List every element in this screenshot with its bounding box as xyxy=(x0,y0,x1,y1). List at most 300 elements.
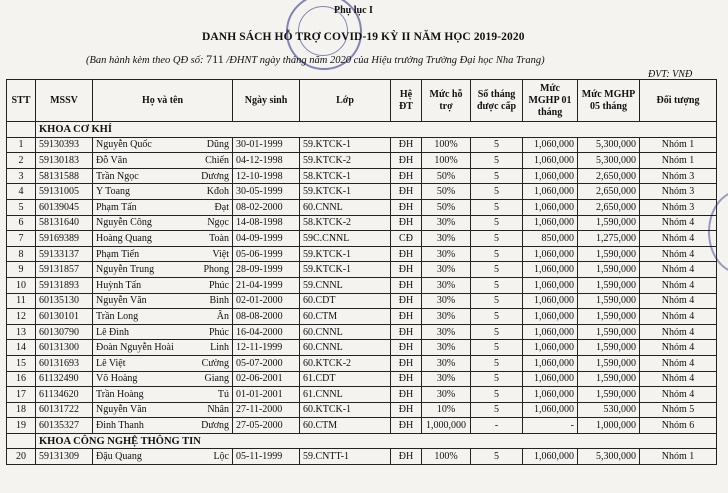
support-rate-cell: 10% xyxy=(422,402,471,418)
support-rate-cell: 30% xyxy=(422,387,471,403)
student-id-cell: 61132490 xyxy=(36,371,93,387)
class-cell: 59.KTCK-1 xyxy=(300,246,391,262)
last-name: Phạm Tiến xyxy=(96,248,140,260)
monthly-fee-cell: 1,060,000 xyxy=(523,387,578,403)
support-rate-cell: 100% xyxy=(422,153,471,169)
months-cell: 5 xyxy=(471,246,523,262)
birth-date-cell: 05-07-2000 xyxy=(233,355,300,371)
student-id-cell: 59131893 xyxy=(36,277,93,293)
five-month-fee-cell: 1,000,000 xyxy=(578,418,640,434)
table-row xyxy=(7,340,717,356)
first-name: Phong xyxy=(203,264,229,276)
first-name: Giang xyxy=(204,373,229,385)
support-rate-cell: 1,000,000 xyxy=(422,418,471,434)
training-system-cell: ĐH xyxy=(391,309,422,325)
table-row xyxy=(7,231,717,247)
training-system-cell: ĐH xyxy=(391,293,422,309)
table-row xyxy=(7,168,717,184)
support-rate-cell: 100% xyxy=(422,449,471,465)
training-system-cell: ĐH xyxy=(391,153,422,169)
monthly-fee-cell: 1,060,000 xyxy=(523,340,578,356)
student-id-cell: 59130183 xyxy=(36,153,93,169)
stt-cell: 19 xyxy=(7,418,36,434)
class-cell: 59.KTCK-1 xyxy=(300,262,391,278)
first-name: Dương xyxy=(201,420,229,432)
student-id-cell: 60131722 xyxy=(36,402,93,418)
first-name: Lộc xyxy=(213,451,229,463)
monthly-fee-cell: 1,060,000 xyxy=(523,293,578,309)
first-name: Linh xyxy=(210,342,229,354)
training-system-cell: ĐH xyxy=(391,324,422,340)
birth-date-cell: 14-08-1998 xyxy=(233,215,300,231)
training-system-cell: ĐH xyxy=(391,418,422,434)
column-header: Mức MGHP 05 tháng xyxy=(578,80,640,122)
stt-cell: 5 xyxy=(7,199,36,215)
birth-date-cell: 05-06-1999 xyxy=(233,246,300,262)
student-id-cell: 58131640 xyxy=(36,215,93,231)
months-cell: 5 xyxy=(471,199,523,215)
group-cell: Nhóm 4 xyxy=(640,262,717,278)
full-name-cell xyxy=(93,387,233,403)
full-name-cell xyxy=(93,340,233,356)
training-system-cell: ĐH xyxy=(391,215,422,231)
document-subtitle xyxy=(86,52,545,67)
column-header: Mức MGHP 01 tháng xyxy=(523,80,578,122)
column-header: MSSV xyxy=(36,80,93,122)
student-id-cell: 61134620 xyxy=(36,387,93,403)
section-row xyxy=(7,122,717,138)
full-name-cell xyxy=(93,231,233,247)
table-row xyxy=(7,137,717,153)
table-row xyxy=(7,246,717,262)
table-row xyxy=(7,277,717,293)
support-rate-cell: 30% xyxy=(422,231,471,247)
five-month-fee-cell: 1,590,000 xyxy=(578,246,640,262)
full-name-cell xyxy=(93,153,233,169)
section-stt-cell xyxy=(7,122,36,138)
class-cell: 60.CNNL xyxy=(300,199,391,215)
stt-cell: 18 xyxy=(7,402,36,418)
months-cell: - xyxy=(471,418,523,434)
group-cell: Nhóm 4 xyxy=(640,246,717,262)
column-header: Hệ ĐT xyxy=(391,80,422,122)
group-cell: Nhóm 1 xyxy=(640,137,717,153)
last-name: Đinh Thanh xyxy=(96,420,144,432)
five-month-fee-cell: 1,590,000 xyxy=(578,371,640,387)
birth-date-cell: 21-04-1999 xyxy=(233,277,300,293)
student-id-cell: 60131300 xyxy=(36,340,93,356)
support-rate-cell: 30% xyxy=(422,371,471,387)
group-cell: Nhóm 4 xyxy=(640,371,717,387)
column-header: Họ và tên xyxy=(93,80,233,122)
group-cell: Nhóm 1 xyxy=(640,449,717,465)
last-name: Y Toang xyxy=(96,186,131,198)
stt-cell: 15 xyxy=(7,355,36,371)
first-name: Chiến xyxy=(205,154,229,166)
stt-cell: 10 xyxy=(7,277,36,293)
group-cell: Nhóm 4 xyxy=(640,277,717,293)
monthly-fee-cell: - xyxy=(523,418,578,434)
class-cell: 60.CTM xyxy=(300,418,391,434)
student-id-cell: 60131693 xyxy=(36,355,93,371)
support-rate-cell: 30% xyxy=(422,246,471,262)
five-month-fee-cell: 5,300,000 xyxy=(578,449,640,465)
student-id-cell: 60130790 xyxy=(36,324,93,340)
training-system-cell: ĐH xyxy=(391,277,422,293)
class-cell: 60.CNNL xyxy=(300,340,391,356)
monthly-fee-cell: 1,060,000 xyxy=(523,246,578,262)
document-title: DANH SÁCH HỖ TRỢ COVID-19 KỲ II NĂM HỌC 2019-2020 xyxy=(202,31,525,43)
birth-date-cell: 04-09-1999 xyxy=(233,231,300,247)
class-cell: 61.CNNL xyxy=(300,387,391,403)
student-id-cell: 59131857 xyxy=(36,262,93,278)
class-cell: 59.KTCK-1 xyxy=(300,137,391,153)
training-system-cell: ĐH xyxy=(391,355,422,371)
first-name: Ngọc xyxy=(207,217,229,229)
full-name-cell xyxy=(93,168,233,184)
group-cell: Nhóm 1 xyxy=(640,153,717,169)
last-name: Nguyễn Văn xyxy=(96,404,147,416)
monthly-fee-cell: 1,060,000 xyxy=(523,277,578,293)
support-rate-cell: 30% xyxy=(422,277,471,293)
first-name: Việt xyxy=(212,248,229,260)
student-id-cell: 58131588 xyxy=(36,168,93,184)
monthly-fee-cell: 1,060,000 xyxy=(523,262,578,278)
months-cell: 5 xyxy=(471,277,523,293)
table-row xyxy=(7,215,717,231)
months-cell: 5 xyxy=(471,293,523,309)
group-cell: Nhóm 5 xyxy=(640,402,717,418)
appendix-label: Phụ lục I xyxy=(334,5,373,16)
full-name-cell xyxy=(93,355,233,371)
five-month-fee-cell: 1,590,000 xyxy=(578,387,640,403)
table-row xyxy=(7,418,717,434)
first-name: Tú xyxy=(217,388,229,400)
stt-cell: 9 xyxy=(7,262,36,278)
group-cell: Nhóm 4 xyxy=(640,309,717,325)
five-month-fee-cell: 2,650,000 xyxy=(578,168,640,184)
support-rate-cell: 50% xyxy=(422,184,471,200)
last-name: Đậu Quang xyxy=(96,451,142,463)
full-name-cell xyxy=(93,324,233,340)
table-row xyxy=(7,293,717,309)
last-name: Huỳnh Tấn xyxy=(96,279,142,291)
student-id-cell: 59169389 xyxy=(36,231,93,247)
group-cell: Nhóm 4 xyxy=(640,324,717,340)
birth-date-cell: 28-09-1999 xyxy=(233,262,300,278)
first-name: Dũng xyxy=(206,139,229,151)
training-system-cell: ĐH xyxy=(391,402,422,418)
currency-unit-note: ĐVT: VNĐ xyxy=(648,69,693,80)
birth-date-cell: 02-06-2001 xyxy=(233,371,300,387)
table-row xyxy=(7,402,717,418)
months-cell: 5 xyxy=(471,184,523,200)
stt-cell: 20 xyxy=(7,449,36,465)
table-row xyxy=(7,449,717,465)
training-system-cell: ĐH xyxy=(391,137,422,153)
last-name: Đoàn Nguyễn Hoài xyxy=(96,342,174,354)
class-cell: 61.CDT xyxy=(300,371,391,387)
support-rate-cell: 30% xyxy=(422,355,471,371)
monthly-fee-cell: 1,060,000 xyxy=(523,199,578,215)
class-cell: 58.KTCK-2 xyxy=(300,215,391,231)
class-cell: 59.KTCK-1 xyxy=(300,184,391,200)
training-system-cell: CĐ xyxy=(391,231,422,247)
full-name-cell xyxy=(93,137,233,153)
five-month-fee-cell: 1,590,000 xyxy=(578,355,640,371)
training-system-cell: ĐH xyxy=(391,340,422,356)
last-name: Võ Hoàng xyxy=(96,373,138,385)
first-name: Toàn xyxy=(209,232,229,244)
student-id-cell: 59131309 xyxy=(36,449,93,465)
last-name: Nguyễn Công xyxy=(96,217,152,229)
training-system-cell: ĐH xyxy=(391,387,422,403)
birth-date-cell: 12-10-1998 xyxy=(233,168,300,184)
support-rate-cell: 30% xyxy=(422,340,471,356)
last-name: Nguyễn Trung xyxy=(96,264,155,276)
months-cell: 5 xyxy=(471,309,523,325)
months-cell: 5 xyxy=(471,402,523,418)
class-cell: 58.KTCK-1 xyxy=(300,168,391,184)
birth-date-cell: 30-01-1999 xyxy=(233,137,300,153)
column-header: Lớp xyxy=(300,80,391,122)
monthly-fee-cell: 1,060,000 xyxy=(523,449,578,465)
group-cell: Nhóm 4 xyxy=(640,215,717,231)
support-rate-cell: 30% xyxy=(422,215,471,231)
table-row xyxy=(7,324,717,340)
five-month-fee-cell: 2,650,000 xyxy=(578,199,640,215)
last-name: Trần Ngọc xyxy=(96,170,139,182)
support-list-table xyxy=(6,79,717,465)
monthly-fee-cell: 1,060,000 xyxy=(523,355,578,371)
first-name: Phúc xyxy=(209,326,229,338)
stt-cell: 1 xyxy=(7,137,36,153)
five-month-fee-cell: 1,590,000 xyxy=(578,309,640,325)
support-rate-cell: 100% xyxy=(422,137,471,153)
table-header-row xyxy=(7,80,717,122)
group-cell: Nhóm 4 xyxy=(640,293,717,309)
five-month-fee-cell: 1,590,000 xyxy=(578,277,640,293)
months-cell: 5 xyxy=(471,355,523,371)
last-name: Lê Đình xyxy=(96,326,130,338)
five-month-fee-cell: 5,300,000 xyxy=(578,153,640,169)
monthly-fee-cell: 1,060,000 xyxy=(523,324,578,340)
months-cell: 5 xyxy=(471,387,523,403)
five-month-fee-cell: 530,000 xyxy=(578,402,640,418)
birth-date-cell: 08-08-2000 xyxy=(233,309,300,325)
full-name-cell xyxy=(93,199,233,215)
monthly-fee-cell: 1,060,000 xyxy=(523,402,578,418)
birth-date-cell: 27-11-2000 xyxy=(233,402,300,418)
months-cell: 5 xyxy=(471,340,523,356)
months-cell: 5 xyxy=(471,153,523,169)
table-row xyxy=(7,371,717,387)
column-header: Ngày sinh xyxy=(233,80,300,122)
training-system-cell: ĐH xyxy=(391,371,422,387)
last-name: Nguyễn Quốc xyxy=(96,139,152,151)
group-cell: Nhóm 6 xyxy=(640,418,717,434)
stt-cell: 17 xyxy=(7,387,36,403)
section-row xyxy=(7,433,717,449)
last-name: Nguyễn Văn xyxy=(96,295,147,307)
monthly-fee-cell: 1,060,000 xyxy=(523,153,578,169)
months-cell: 5 xyxy=(471,324,523,340)
first-name: Bình xyxy=(209,295,229,307)
stt-cell: 12 xyxy=(7,309,36,325)
class-cell: 59.CNTT-1 xyxy=(300,449,391,465)
monthly-fee-cell: 1,060,000 xyxy=(523,371,578,387)
support-rate-cell: 30% xyxy=(422,262,471,278)
support-rate-cell: 50% xyxy=(422,168,471,184)
table-row xyxy=(7,309,717,325)
birth-date-cell: 04-12-1998 xyxy=(233,153,300,169)
class-cell: 60.CDT xyxy=(300,293,391,309)
training-system-cell: ĐH xyxy=(391,168,422,184)
first-name: Nhân xyxy=(207,404,229,416)
training-system-cell: ĐH xyxy=(391,184,422,200)
last-name: Trần Long xyxy=(96,310,139,322)
table-row xyxy=(7,184,717,200)
group-cell: Nhóm 4 xyxy=(640,340,717,356)
support-rate-cell: 50% xyxy=(422,199,471,215)
table-row xyxy=(7,387,717,403)
monthly-fee-cell: 850,000 xyxy=(523,231,578,247)
table-row xyxy=(7,153,717,169)
column-header: Đối tượng xyxy=(640,80,717,122)
birth-date-cell: 30-05-1999 xyxy=(233,184,300,200)
training-system-cell: ĐH xyxy=(391,246,422,262)
stt-cell: 4 xyxy=(7,184,36,200)
group-cell: Nhóm 4 xyxy=(640,387,717,403)
birth-date-cell: 02-01-2000 xyxy=(233,293,300,309)
training-system-cell: ĐH xyxy=(391,262,422,278)
support-rate-cell: 30% xyxy=(422,293,471,309)
column-header: Số tháng được cấp xyxy=(471,80,523,122)
class-cell: 60.KTCK-1 xyxy=(300,402,391,418)
stt-cell: 11 xyxy=(7,293,36,309)
full-name-cell xyxy=(93,184,233,200)
months-cell: 5 xyxy=(471,262,523,278)
five-month-fee-cell: 1,590,000 xyxy=(578,340,640,356)
group-cell: Nhóm 4 xyxy=(640,355,717,371)
months-cell: 5 xyxy=(471,449,523,465)
five-month-fee-cell: 1,590,000 xyxy=(578,215,640,231)
first-name: Cường xyxy=(201,357,229,369)
stt-cell: 16 xyxy=(7,371,36,387)
last-name: Phạm Tấn xyxy=(96,201,137,213)
first-name: Ân xyxy=(216,310,229,322)
group-cell: Nhóm 4 xyxy=(640,231,717,247)
five-month-fee-cell: 5,300,000 xyxy=(578,137,640,153)
full-name-cell xyxy=(93,309,233,325)
student-id-cell: 59133137 xyxy=(36,246,93,262)
full-name-cell xyxy=(93,449,233,465)
support-rate-cell: 30% xyxy=(422,324,471,340)
class-cell: 60.CNNL xyxy=(300,324,391,340)
five-month-fee-cell: 1,275,000 xyxy=(578,231,640,247)
five-month-fee-cell: 1,590,000 xyxy=(578,262,640,278)
subtitle-prefix: (Ban hành kèm theo QĐ số: xyxy=(86,55,207,66)
class-cell: 59C.CNNL xyxy=(300,231,391,247)
student-id-cell: 60135327 xyxy=(36,418,93,434)
column-header: STT xyxy=(7,80,36,122)
class-cell: 60.CTM xyxy=(300,309,391,325)
first-name: Phúc xyxy=(209,279,229,291)
months-cell: 5 xyxy=(471,137,523,153)
full-name-cell xyxy=(93,418,233,434)
student-id-cell: 60139045 xyxy=(36,199,93,215)
birth-date-cell: 01-01-2001 xyxy=(233,387,300,403)
stt-cell: 2 xyxy=(7,153,36,169)
subtitle-suffix: /ĐHNT ngày tháng năm 2020 của Hiệu trưởng Trường Đại học Nha Trang) xyxy=(223,55,545,66)
monthly-fee-cell: 1,060,000 xyxy=(523,137,578,153)
group-cell: Nhóm 3 xyxy=(640,199,717,215)
last-name: Hoàng Quang xyxy=(96,232,152,244)
months-cell: 5 xyxy=(471,215,523,231)
class-cell: 59.CNNL xyxy=(300,277,391,293)
full-name-cell xyxy=(93,371,233,387)
birth-date-cell: 16-04-2000 xyxy=(233,324,300,340)
section-title: KHOA CƠ KHÍ xyxy=(36,122,717,138)
five-month-fee-cell: 1,590,000 xyxy=(578,293,640,309)
decision-number: 711 xyxy=(206,52,224,66)
student-id-cell: 60135130 xyxy=(36,293,93,309)
student-id-cell: 60130101 xyxy=(36,309,93,325)
monthly-fee-cell: 1,060,000 xyxy=(523,215,578,231)
first-name: Kđoh xyxy=(206,186,229,198)
monthly-fee-cell: 1,060,000 xyxy=(523,184,578,200)
column-header: Mức hỗ trợ xyxy=(422,80,471,122)
months-cell: 5 xyxy=(471,168,523,184)
full-name-cell xyxy=(93,246,233,262)
full-name-cell xyxy=(93,293,233,309)
stt-cell: 3 xyxy=(7,168,36,184)
section-title: KHOA CÔNG NGHỆ THÔNG TIN xyxy=(36,433,717,449)
last-name: Lê Việt xyxy=(96,357,126,369)
monthly-fee-cell: 1,060,000 xyxy=(523,309,578,325)
last-name: Đỗ Văn xyxy=(96,154,128,166)
training-system-cell: ĐH xyxy=(391,199,422,215)
full-name-cell xyxy=(93,277,233,293)
last-name: Trần Hoàng xyxy=(96,388,144,400)
full-name-cell xyxy=(93,402,233,418)
student-id-cell: 59131005 xyxy=(36,184,93,200)
group-cell: Nhóm 3 xyxy=(640,168,717,184)
table-row xyxy=(7,199,717,215)
stt-cell: 6 xyxy=(7,215,36,231)
birth-date-cell: 12-11-1999 xyxy=(233,340,300,356)
stt-cell: 8 xyxy=(7,246,36,262)
birth-date-cell: 27-05-2000 xyxy=(233,418,300,434)
monthly-fee-cell: 1,060,000 xyxy=(523,168,578,184)
support-rate-cell: 30% xyxy=(422,309,471,325)
five-month-fee-cell: 2,650,000 xyxy=(578,184,640,200)
months-cell: 5 xyxy=(471,231,523,247)
birth-date-cell: 05-11-1999 xyxy=(233,449,300,465)
stt-cell: 13 xyxy=(7,324,36,340)
five-month-fee-cell: 1,590,000 xyxy=(578,324,640,340)
months-cell: 5 xyxy=(471,371,523,387)
birth-date-cell: 08-02-2000 xyxy=(233,199,300,215)
stt-cell: 7 xyxy=(7,231,36,247)
full-name-cell xyxy=(93,215,233,231)
group-cell: Nhóm 3 xyxy=(640,184,717,200)
first-name: Dương xyxy=(201,170,229,182)
full-name-cell xyxy=(93,262,233,278)
stt-cell: 14 xyxy=(7,340,36,356)
table-row xyxy=(7,262,717,278)
section-stt-cell xyxy=(7,433,36,449)
